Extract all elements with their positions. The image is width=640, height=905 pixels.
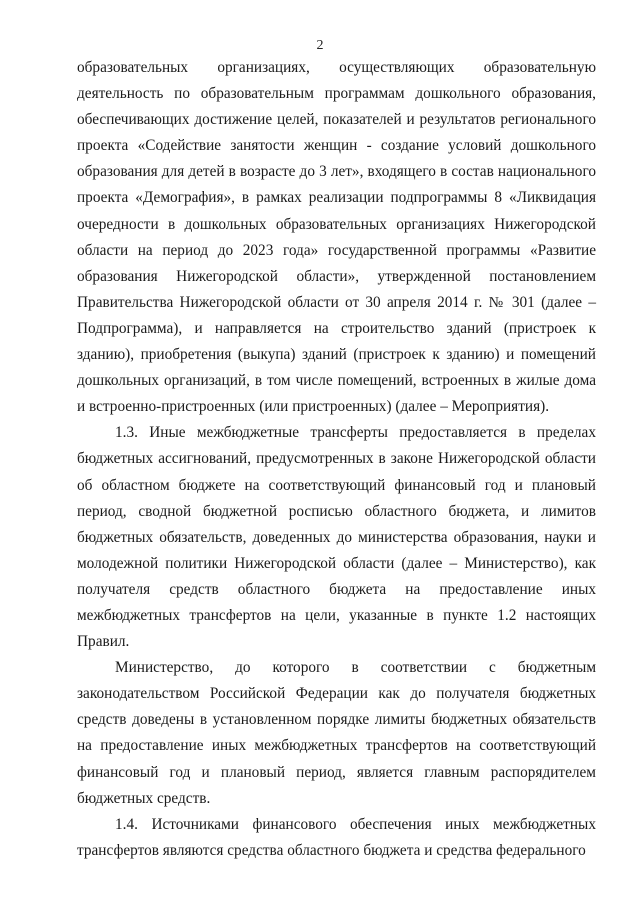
paragraph-ministry: Министерство, до которого в соответствии с бюджетным законодательством Российской Федерации как до получателя бюджетных средств доведены в установленном порядке лимиты бюджетных обязательств на предоставление иных межбюджетных трансфертов на соответствующий финансовый год и плановый период, является главным распорядителем бюджетных средств. [77,659,596,807]
document-body [77,55,596,864]
page-number: 2 [316,38,324,53]
paragraph-1-4: 1.4. Источниками финансового обеспечения иных межбюджетных трансфертов являются средства областного бюджета и средства федерального [77,815,596,859]
paragraph-1-3: 1.3. Иные межбюджетные трансферты предоставляется в пределах бюджетных ассигнований, предусмотренных в законе Нижегородской области об областном бюджете на соответствующий финансовый год и плановый период, сводной бюджетной росписью областного бюджета, и лимитов бюджетных обязательств, доведенных до министерства образования, науки и молодежной политики Нижегородской области (далее – Министерство), как получателя средств областного бюджета на предоставление иных межбюджетных трансфертов на цели, указанные в пункте 1.2 настоящих Правил. [77,424,596,651]
paragraph-continuation: образовательных организациях, осуществляющих образовательную деятельность по образовательным программам дошкольного образования, обеспечивающих достижение целей, показателей и результатов регионального проекта «Содействие занятости женщин - создание условий дошкольного образования для детей в возрасте до 3 лет», входящего в состав национального проекта «Демография», в рамках реализации подпрограммы 8 «Ликвидация очередности в дошкольных образовательных организациях Нижегородской области на период до 2023 года» государственной программы «Развитие образования Нижегородской области», утвержденной постановлением Правительства Нижегородской области от 30 апреля 2014 г. № 301 (далее – Подпрограмма), и направляется на строительство зданий (пристроек к зданию), приобретения (выкупа) зданий (пристроек к зданию) и помещений дошкольных организаций, в том числе помещений, встроенных в жилые дома и встроенно-пристроенных (или пристроенных) (далее – Мероприятия). [77,59,596,416]
